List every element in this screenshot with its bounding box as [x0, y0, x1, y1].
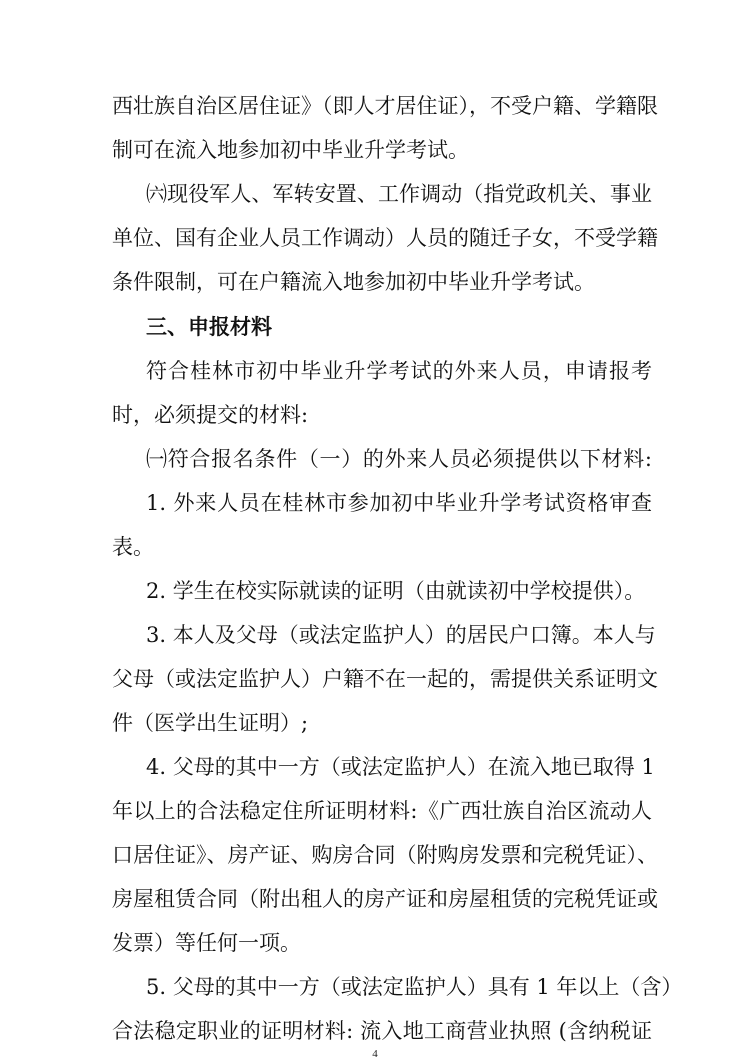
text-line-12: 2. 学生在校实际就读的证明（由就读初中学校提供）。: [146, 579, 646, 603]
text-line-8: 时，必须提交的材料:: [112, 403, 309, 427]
page-number: 4: [372, 1048, 378, 1060]
text-line-9: ㈠符合报名条件（一）的外来人员必须提供以下材料:: [146, 447, 652, 471]
text-line-10: 1. 外来人员在桂林市参加初中毕业升学考试资格审查: [146, 491, 652, 515]
text-line-4: 单位、国有企业人员工作调动）人员的随迁子女，不受学籍: [112, 226, 658, 250]
text-line-5: 条件限制，可在户籍流入地参加初中毕业升学考试。: [112, 270, 595, 294]
text-line-3: ㈥现役军人、军转安置、工作调动（指党政机关、事业: [146, 182, 652, 206]
text-line-14: 父母（或法定监护人）户籍不在一起的，需提供关系证明文: [112, 667, 658, 691]
text-line-22: 合法稳定职业的证明材料: 流入地工商营业执照 (含纳税证: [112, 1019, 652, 1043]
text-line-20: 发票）等任何一项。: [112, 931, 301, 955]
text-line-17: 年以上的合法稳定住所证明材料:《广西壮族自治区流动人: [112, 799, 652, 823]
text-line-7: 符合桂林市初中毕业升学考试的外来人员，申请报考: [146, 359, 652, 383]
text-line-19: 房屋租赁合同（附出租人的房产证和房屋租赁的完税凭证或: [112, 887, 658, 911]
text-line-21: 5. 父母的其中一方（或法定监护人）具有 1 年以上（含）: [146, 975, 683, 999]
section-heading: 三、申报材料: [146, 314, 272, 339]
text-line-11: 表。: [112, 535, 154, 559]
text-line-13: 3. 本人及父母（或法定监护人）的居民户口簿。本人与: [146, 623, 656, 647]
text-line-15: 件（医学出生证明）;: [112, 711, 309, 735]
text-line-16: 4. 父母的其中一方（或法定监护人）在流入地已取得 1: [146, 755, 655, 779]
text-line-2: 制可在流入地参加初中毕业升学考试。: [112, 138, 469, 162]
text-line-18: 口居住证》、房产证、购房合同（附购房发票和完税凭证）、: [112, 843, 658, 867]
text-line-1: 西壮族自治区居住证》（即人才居住证），不受户籍、学籍限: [112, 94, 658, 118]
